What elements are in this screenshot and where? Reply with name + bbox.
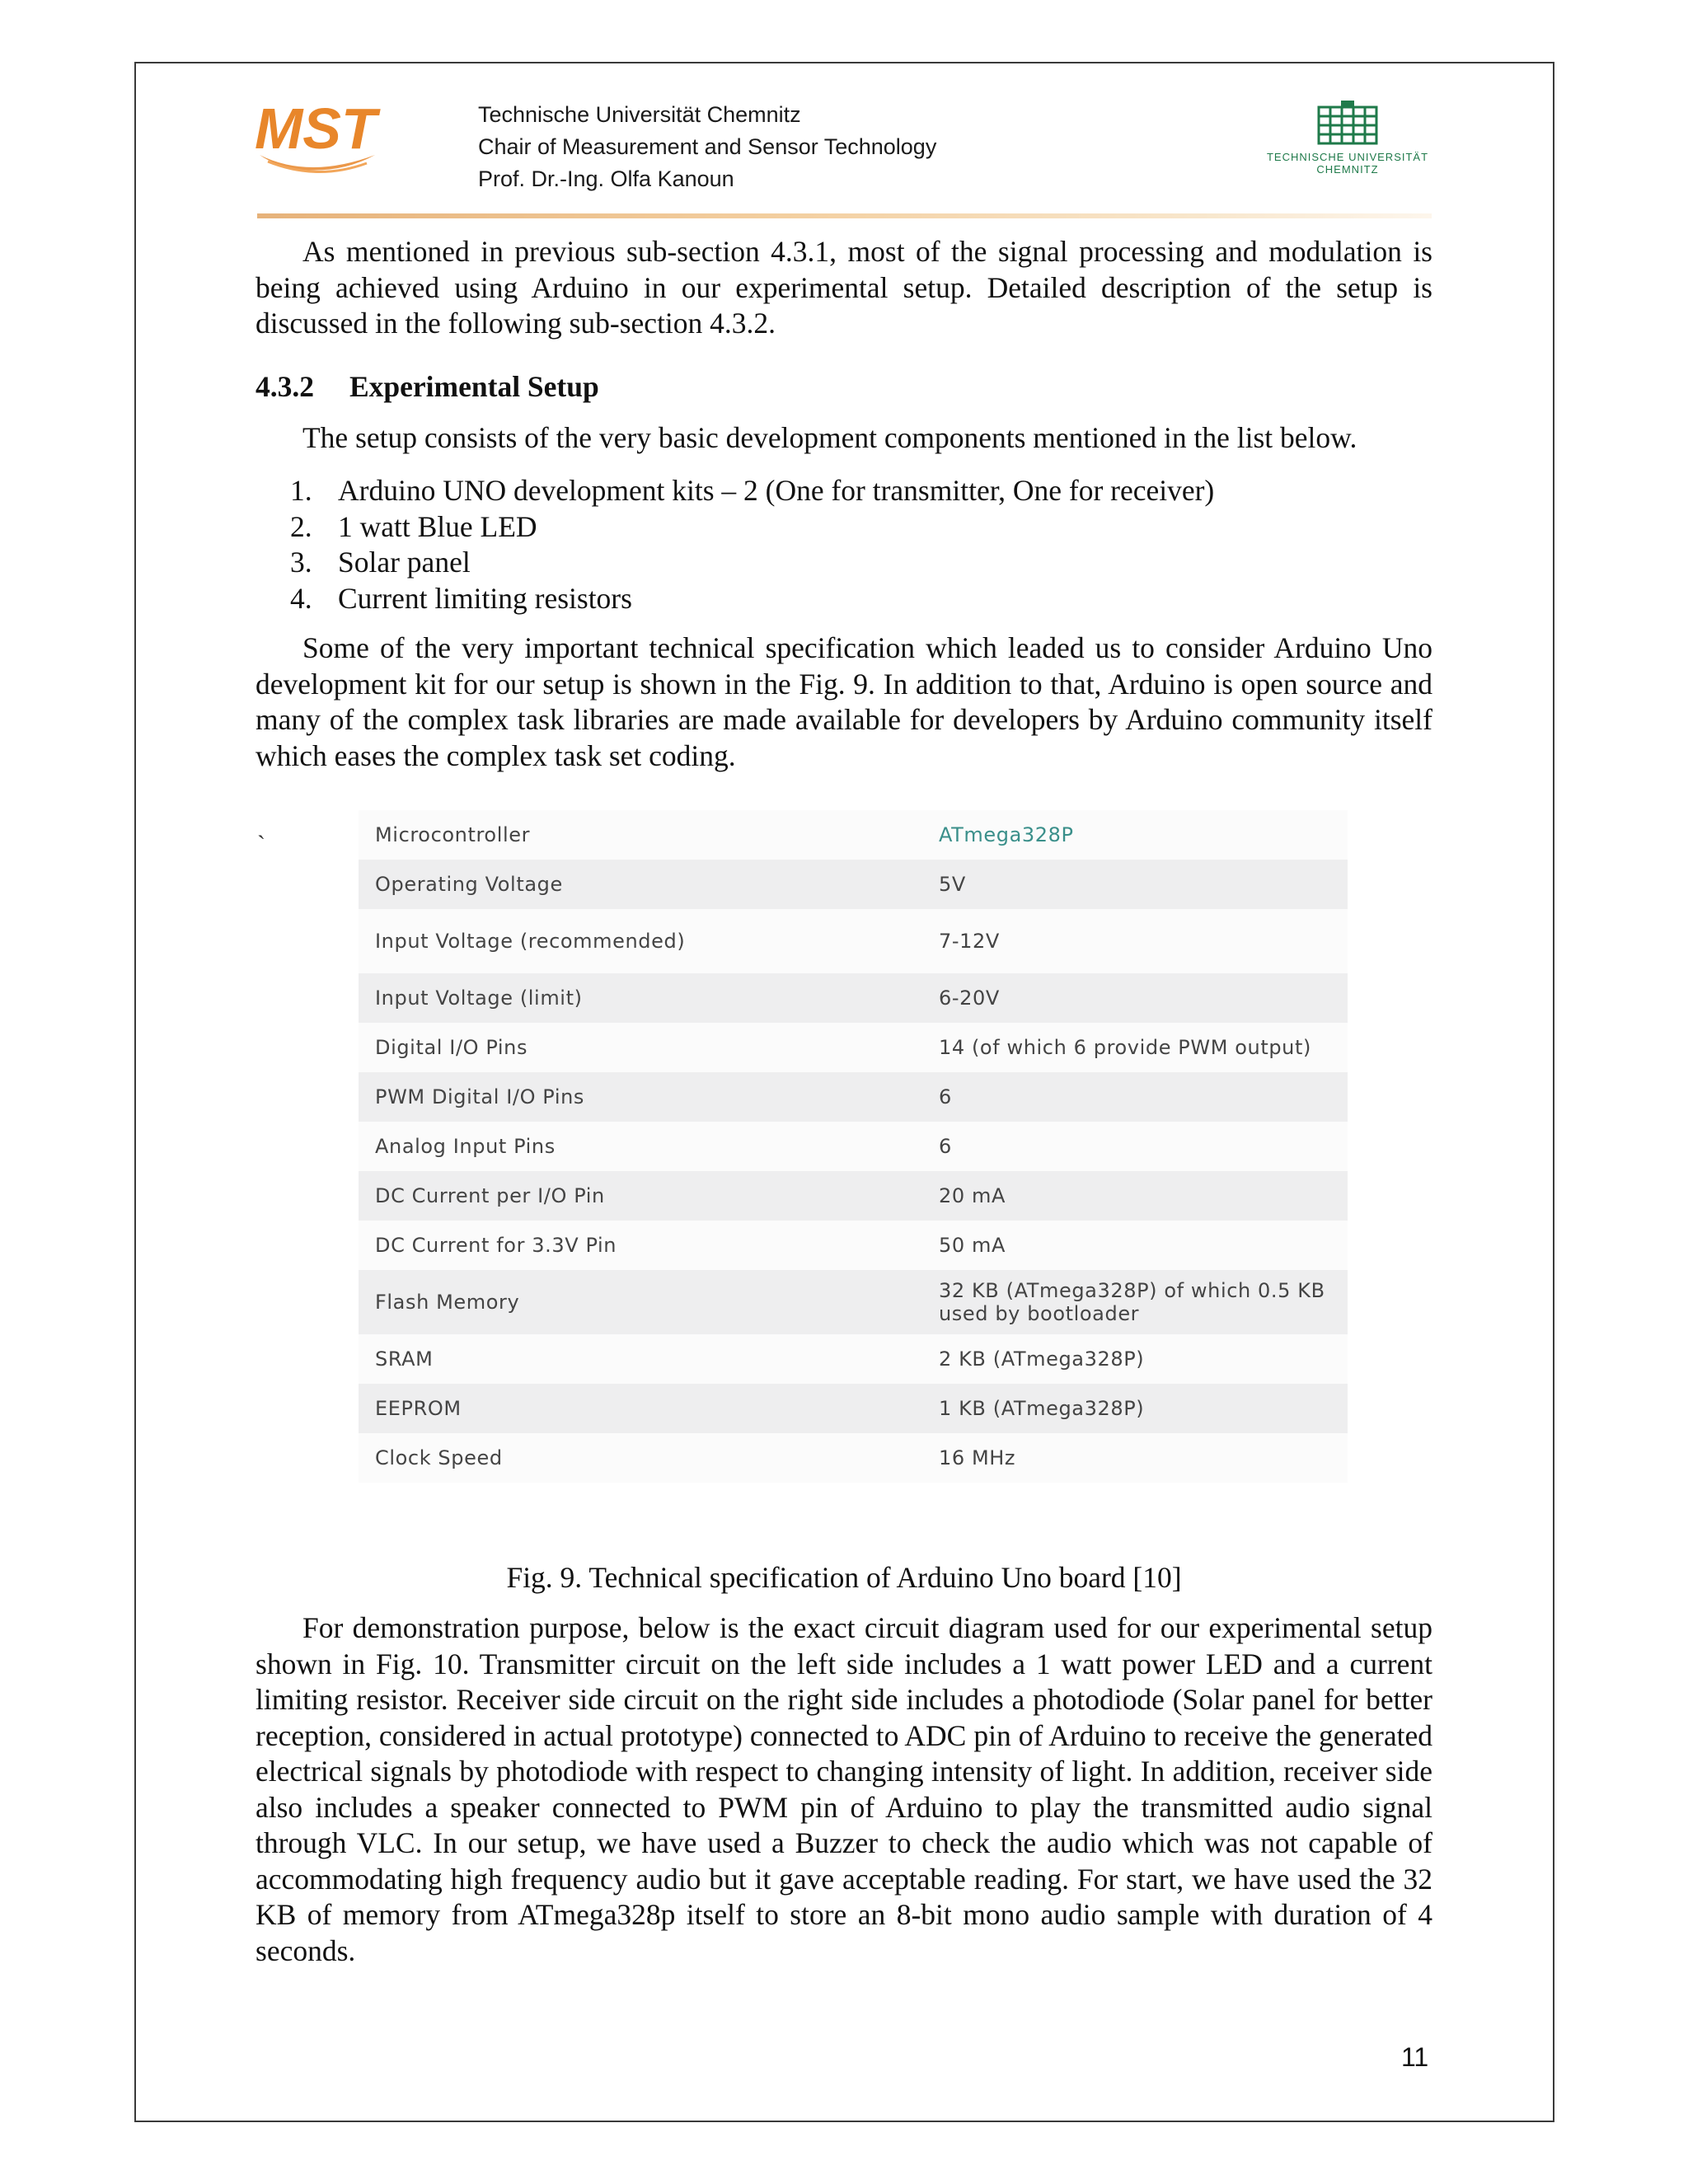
spec-paragraph: Some of the very important technical specification which leaded us to consider Arduino Uno development kit for our setup is shown in the Fig. 9. In addition to that, Arduino is open source and many of the complex task libraries are made available for developers by Arduino community itself which eases the complex task set coding. [256,631,1432,772]
table-row: Flash Memory 32 KB (ATmega328P) of which 0.5 KB used by bootloader [359,1270,1348,1334]
table-row: DC Current for 3.3V Pin 50 mA [359,1221,1348,1270]
table-row: Input Voltage (recommended) 7-12V [359,909,1348,973]
list-intro-block [256,420,1432,457]
intro-paragraph: As mentioned in previous sub-section 4.3.1, most of the signal processing and modulation is being achieved using Arduino in our experimental setup. Detailed description of the setup is discussed in the following sub-section 4.3.2. [256,235,1432,340]
section-heading [256,369,599,404]
demo-paragraph: For demonstration purpose, below is the exact circuit diagram used for our experimental setup shown in Fig. 10. Transmitter circuit on the left side includes a 1 watt power LED and a current limiting resistor. Receiver side circuit on the right side includes a photodiode (Solar panel for better reception, considered in actual prototype) connected to ADC pin of Arduino to receive the generated electrical signals by photodiode with respect to changing intensity of light. In addition, receiver side also includes a speaker connected to PWM pin of Arduino to play the transmitted audio signal through VLC. In our setup, we have used a Buzzer to check the audio which was not capable of accommodating high frequency audio but it gave acceptable reading. For start, we have used the 32 KB of memory from ATmega328p itself to store an 8-bit mono audio sample with duration of 4 seconds. [256,1611,1432,1967]
table-row: Analog Input Pins 6 [359,1122,1348,1171]
table-row: PWM Digital I/O Pins 6 [359,1072,1348,1122]
table-row: Microcontroller ATmega328P [359,810,1348,860]
table-row: Clock Speed 16 MHz [359,1433,1348,1483]
section-number: 4.3.2 [256,370,314,403]
list-intro: The setup consists of the very basic development components mentioned in the list below. [302,421,1357,454]
tu-logo-line1: TECHNISCHE UNIVERSITÄT [1266,151,1429,163]
tu-logo-line2: CHEMNITZ [1316,163,1379,176]
header-text [478,99,936,195]
component-list [256,473,1214,616]
page-number: 11 [1401,2042,1429,2072]
figure-caption: Fig. 9. Technical specification of Arduino Uno board [10] [506,1561,1182,1594]
table-row: SRAM 2 KB (ATmega328P) [359,1334,1348,1384]
spec-paragraph-block [256,630,1432,774]
list-item: 4. Current limiting resistors [290,581,632,615]
university-name: Technische Universität Chemnitz [478,102,801,127]
table-row: DC Current per I/O Pin 20 mA [359,1171,1348,1221]
table-row: Digital I/O Pins 14 (of which 6 provide PWM output) [359,1023,1348,1072]
table-row: Operating Voltage 5V [359,860,1348,909]
stray-mark: ` [257,831,265,858]
demo-paragraph-block [256,1610,1432,1969]
mst-logo [251,97,416,184]
spec-table [359,810,1348,1483]
tu-chemnitz-logo [1265,99,1430,181]
intro-paragraph-block [256,234,1432,342]
table-row: Input Voltage (limit) 6-20V [359,973,1348,1023]
section-title: Experimental Setup [349,370,599,403]
list-item: 3. Solar panel [290,546,471,579]
mst-logo-text: MST [255,97,377,161]
header-rule [257,213,1432,218]
chair-name: Chair of Measurement and Sensor Technology [478,134,937,159]
professor-name: Prof. Dr.-Ing. Olfa Kanoun [478,166,734,191]
list-item: 1. Arduino UNO development kits – 2 (One for transmitter, One for receiver) [290,474,1215,507]
table-row: EEPROM 1 KB (ATmega328P) [359,1384,1348,1433]
list-item: 2. 1 watt Blue LED [290,509,537,543]
